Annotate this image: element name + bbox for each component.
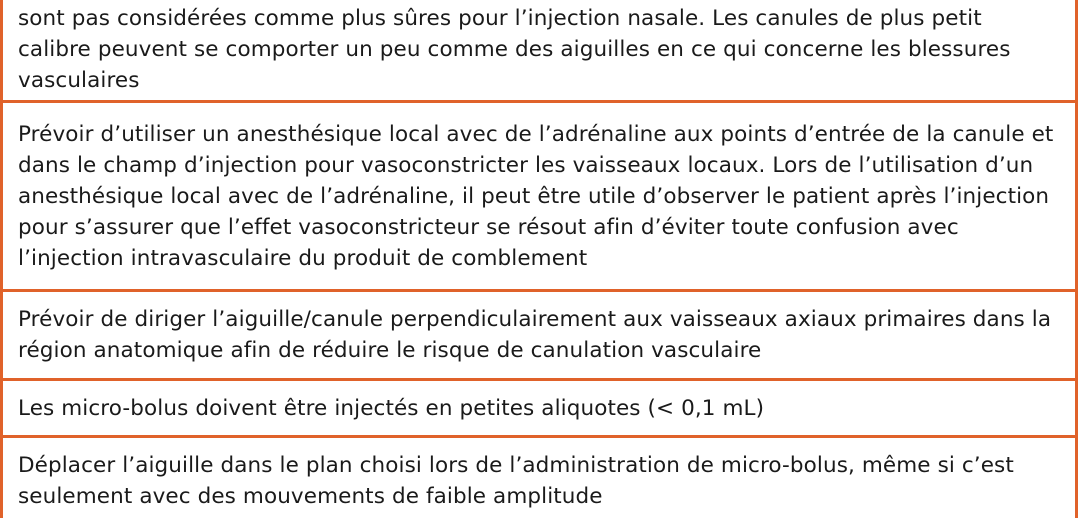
row-text: Prévoir de diriger l’aiguille/canule perpendiculairement aux vaisseaux axiaux primaires dans la région anatomique afin de réduire le risque de canulation vasculaire [18,307,1052,363]
row-text: Prévoir d’utiliser un anesthésique local avec de l’adrénaline aux points d’entrée de la canule et dans le champ d’injection pour vasoconstricter les vaisseaux locaux. Lors de l’utilisation d’un anesthésique local avec de l’adrénaline, il peut être utile d’observer le patient après l’injection pour s’assurer que l’effet vasoconstricteur se résout afin d’éviter toute confusion avec l’injection intravasculaire du produit de comblement [18,121,1054,271]
table-row [3,292,1075,381]
table-row [3,103,1075,292]
table-row [3,0,1075,103]
row-text: Déplacer l’aiguille dans le plan choisi lors de l’administration de micro-bolus, même si c’est seulement avec des mouvements de faible amplitude [18,453,1014,509]
row-text: sont pas considérées comme plus sûres pour l’injection nasale. Les canules de plus petit calibre peuvent se comporter un peu comme des aiguilles en ce qui concerne les blessures vasculaires [18,5,1011,93]
table-row [3,381,1075,438]
table-row [3,438,1075,518]
row-text: Les micro-bolus doivent être injectés en petites aliquotes (< 0,1 mL) [18,395,765,421]
